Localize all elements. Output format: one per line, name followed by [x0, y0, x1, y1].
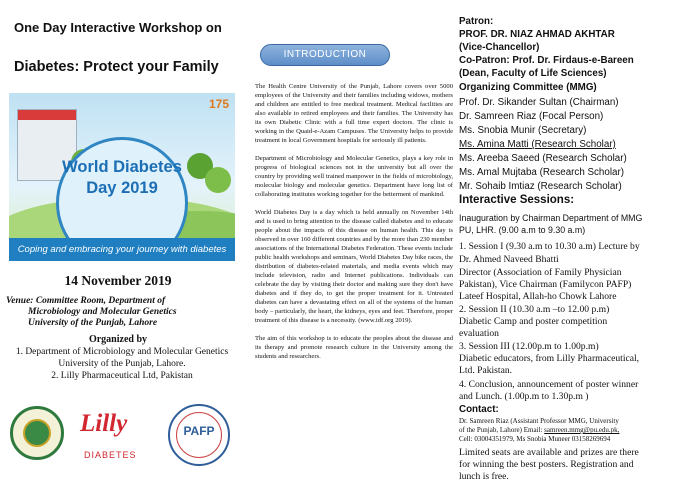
committee-member: Mr. Sohaib Imtiaz (Research Scholar): [459, 181, 622, 192]
intro-paragraph: Department of Microbiology and Molecular Genetics, plays a key role in progress of biological sciences not in the university but all over the country by providing well trained manpower in the fields of microbiology, molecular biology and molecular genetics. Department have long list of collaborating institutes working together for the betterment of mankind.: [255, 155, 453, 198]
organizer-line: 2. Lilly Pharmaceutical Ltd, Pakistan: [51, 371, 193, 381]
sessions-heading: Interactive Sessions:: [459, 194, 575, 206]
lilly-logo: Lilly: [80, 410, 128, 437]
event-date: 14 November 2019: [64, 273, 172, 288]
contact-text: of the Punjab, Lahore) Email:: [459, 426, 545, 434]
venue-line: Microbiology and Molecular Genetics: [28, 307, 177, 317]
right-column: [459, 0, 700, 486]
session-1-speaker: Dr. Ahmed Naveed Bhatti: [459, 254, 559, 265]
inauguration-line: Inauguration by Chairman Department of MMG: [459, 213, 643, 223]
organizer-line: 1. Department of Microbiology and Molecular Genetics: [15, 347, 229, 357]
committee-member: Ms. Areeba Saeed (Research Scholar): [459, 153, 627, 164]
organizers-list: [6, 346, 238, 382]
patron-name: PROF. DR. NIAZ AHMAD AKHTAR: [459, 29, 615, 40]
pafp-logo-text: PAFP: [183, 424, 215, 438]
session-3-line: Ltd. Pakistan.: [459, 365, 513, 376]
session-4-line: 4. Conclusion, announcement of poster winner: [459, 379, 639, 390]
sponsor-logos: [10, 404, 236, 474]
organized-by-heading: Organized by: [88, 334, 148, 345]
contact-email-link[interactable]: samreen.mmg@pu.edu.pk,: [544, 426, 620, 434]
patron-label: Patron:: [459, 16, 494, 27]
session-1-line: Lateef Hospital, Allah-ho Chowk Lahore: [459, 291, 617, 302]
footer-note: Limited seats are available and prizes are there: [459, 447, 639, 458]
session-4-line: and Lunch. (1.00p.m to 1.30p.m ): [459, 391, 589, 402]
inauguration-line: PU, LHR. (9.00 a.m to 9.30 a.m): [459, 225, 586, 235]
venue: [6, 296, 236, 329]
introduction-text: [255, 82, 453, 370]
contact-heading: Contact:: [459, 404, 499, 415]
workshop-title-line2: Diabetes: Protect your Family: [14, 59, 219, 75]
session-2-line: Diabetic Camp and poster competition: [459, 316, 608, 327]
session-2-line: 2. Session II (10.30 a.m –to 12.00 p.m): [459, 304, 610, 315]
footer-note: lunch is free.: [459, 471, 509, 482]
session-1-line: 1. Session I (9.30 a.m to 10.30 a.m) Lecture by: [459, 241, 640, 252]
banner-event-title-line2: Day 2019: [86, 179, 158, 197]
introduction-heading-button: INTRODUCTION: [260, 44, 390, 66]
session-3-line: 3. Session III (12.00p.m to 1.00p.m): [459, 341, 599, 352]
session-1-line: Pakistan), Vice Chairman (Familycon PAFP): [459, 279, 632, 290]
venue-line: Venue: Committee Room, Department of: [6, 296, 166, 306]
intro-paragraph: The aim of this workshop is to educate the peoples about the disease and its therapy and promote research culture in the University among the students and researchers.: [255, 335, 453, 360]
committee-heading: Organizing Committee (MMG): [459, 82, 597, 93]
committee-member: Dr. Samreen Riaz (Focal Person): [459, 111, 604, 122]
venue-line: University of the Punjab, Lahore: [28, 318, 158, 328]
contact-line: Cell: 03004351979, Ms Snobia Muneer 03158269694: [459, 435, 611, 443]
world-diabetes-day-banner: [9, 93, 235, 261]
intro-paragraph: World Diabetes Day is a day which is held annually on November 14th and is used to bring attention to the disease called diabetes and to educate people about the impacts of this disease on human health. This day is observed in over 160 different countries and by the more than 230 member associations of the International Diabetes Federation. These events include public health workshops and seminars, World Diabetes Day bike races, the distribution of diabetes-related materials, and media events which may include television, radio and Internet publications. Individuals can celebrate the day by visiting their doctor and making sure they don't have diabetes and if they do, to get the proper treatment for it. Untreated diabetes can have a devastating effect on all of the systems of the human body – particularly, the heart, the kidneys, eyes and feet. Therefore, proper treatment of this disease is a necessity. (www.idf.org 2019).: [255, 209, 453, 324]
committee-member: Ms. Snobia Munir (Secretary): [459, 125, 587, 136]
committee-member: Prof. Dr. Sikander Sultan (Chairman): [459, 97, 619, 108]
lilly-logo-subtitle: DIABETES: [84, 450, 137, 460]
copatron-role: (Dean, Faculty of Life Sciences): [459, 68, 607, 79]
middle-column: [248, 0, 453, 486]
banner-tagline: Coping and embracing your journey with diabetes: [9, 238, 235, 261]
intro-paragraph: The Health Centre University of the Punjab, Lahore covers over 5000 employees of the University and their families including widows, mothers and children are entitled to free medical treatment. Medical facilities are also available to retired employees and their families. The University has its own Diabetic Clinic with a full time expert doctors. The clinic is working in the Quaid-e-Azam Campuses. The University helps to provide treatment in local Government hospitals for seriously ill patients.: [255, 83, 453, 144]
copatron: Co-Patron: Prof. Dr. Firdaus-e-Bareen: [459, 55, 634, 66]
patron-role: (Vice-Chancellor): [459, 42, 540, 53]
punjab-university-logo: [10, 406, 64, 460]
banner-event-title-line1: World Diabetes: [62, 158, 182, 176]
organizer-line: University of the Punjab, Lahore.: [58, 359, 186, 369]
session-3-line: Diabetic educators, from Lilly Pharmaceutical,: [459, 353, 640, 364]
committee-member: Ms. Amina Matti (Research Scholar): [459, 139, 616, 150]
session-1-line: Director (Association of Family Physician: [459, 267, 622, 278]
contact-line: Dr. Samreen Riaz (Assistant Professor MMG, University: [459, 417, 619, 425]
left-column: [0, 0, 236, 486]
workshop-title-line1: One Day Interactive Workshop on: [14, 20, 222, 35]
contact-line: [459, 426, 700, 435]
committee-member: Ms. Amal Mujtaba (Research Scholar): [459, 167, 624, 178]
footer-note: for winning the best posters. Registration and: [459, 459, 634, 470]
session-2-line: evaluation: [459, 328, 499, 339]
pafp-logo: [168, 404, 230, 466]
anniversary-logo: 175: [208, 97, 229, 111]
